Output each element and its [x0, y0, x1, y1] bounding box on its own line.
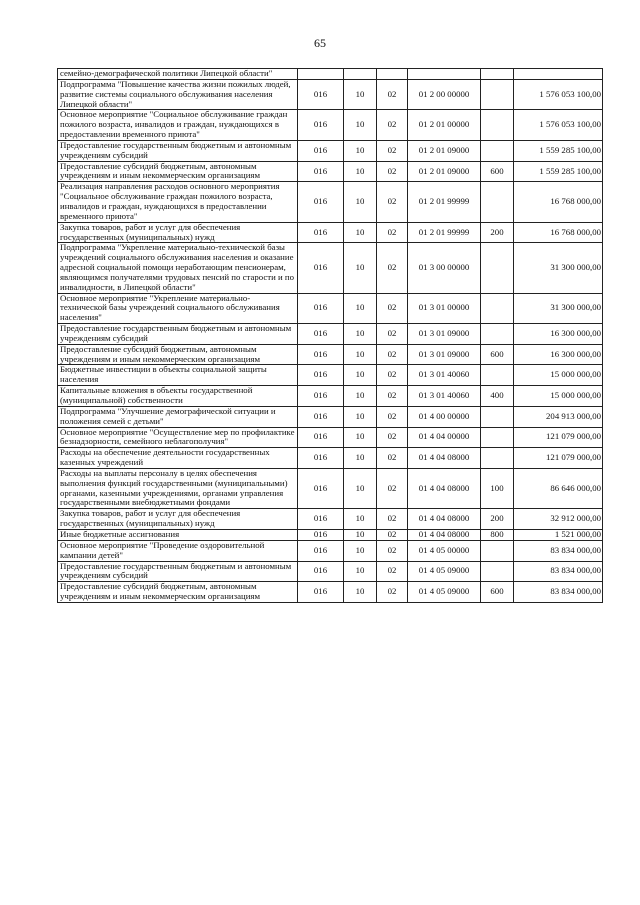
expense-type-cell: [481, 243, 514, 293]
section-code-cell: 10: [344, 243, 377, 293]
amount-cell: 31 300 000,00: [514, 243, 603, 293]
target-article-cell: 01 4 05 09000: [408, 561, 481, 582]
expense-name-cell: Основное мероприятие "Укрепление материально-технической базы учреждений социального обслуживания населения": [58, 293, 298, 324]
expense-name-cell: Иные бюджетные ассигнования: [58, 529, 298, 540]
target-article-cell: 01 2 01 09000: [408, 161, 481, 182]
table-row: [58, 344, 603, 365]
subsection-code-cell: 02: [377, 110, 408, 141]
amount-cell: 31 300 000,00: [514, 293, 603, 324]
expense-name-cell: Бюджетные инвестиции в объекты социальной защиты населения: [58, 365, 298, 386]
table-row: [58, 182, 603, 222]
section-code-cell: 10: [344, 448, 377, 469]
table-row: [58, 69, 603, 80]
amount-cell: 15 000 000,00: [514, 365, 603, 386]
table-row: [58, 509, 603, 530]
table-row: [58, 386, 603, 407]
table-row: [58, 468, 603, 508]
section-code-cell: 10: [344, 140, 377, 161]
subsection-code-cell: 02: [377, 293, 408, 324]
table-row: [58, 222, 603, 243]
admin-code-cell: 016: [298, 427, 344, 448]
section-code-cell: 10: [344, 365, 377, 386]
admin-code-cell: 016: [298, 79, 344, 110]
expense-name-cell: Предоставление государственным бюджетным и автономным учреждениям субсидий: [58, 561, 298, 582]
section-code-cell: 10: [344, 182, 377, 222]
section-code-cell: 10: [344, 406, 377, 427]
expense-name-cell: Предоставление субсидий бюджетным, автономным учреждениям и иным некоммерческим организациям: [58, 344, 298, 365]
target-article-cell: 01 2 01 00000: [408, 110, 481, 141]
table-row: [58, 406, 603, 427]
amount-cell: 1 521 000,00: [514, 529, 603, 540]
expense-type-cell: [481, 406, 514, 427]
admin-code-cell: 016: [298, 243, 344, 293]
admin-code-cell: 016: [298, 529, 344, 540]
admin-code-cell: 016: [298, 509, 344, 530]
target-article-cell: 01 3 00 00000: [408, 243, 481, 293]
section-code-cell: 10: [344, 468, 377, 508]
table-row: [58, 561, 603, 582]
target-article-cell: 01 2 01 99999: [408, 182, 481, 222]
subsection-code-cell: 02: [377, 140, 408, 161]
target-article-cell: 01 4 04 08000: [408, 509, 481, 530]
table-row: [58, 110, 603, 141]
amount-cell: 83 834 000,00: [514, 561, 603, 582]
admin-code-cell: 016: [298, 386, 344, 407]
subsection-code-cell: 02: [377, 406, 408, 427]
budget-table: [57, 68, 603, 603]
expense-type-cell: [481, 293, 514, 324]
target-article-cell: 01 2 01 99999: [408, 222, 481, 243]
amount-cell: 1 576 053 100,00: [514, 79, 603, 110]
page-number: 65: [314, 36, 326, 50]
amount-cell: 16 300 000,00: [514, 344, 603, 365]
section-code-cell: 10: [344, 110, 377, 141]
expense-type-cell: 800: [481, 529, 514, 540]
expense-name-cell: Предоставление государственным бюджетным и автономным учреждениям субсидий: [58, 324, 298, 345]
expense-type-cell: 600: [481, 161, 514, 182]
expense-type-cell: 200: [481, 509, 514, 530]
amount-cell: 32 912 000,00: [514, 509, 603, 530]
target-article-cell: 01 2 00 00000: [408, 79, 481, 110]
amount-cell: 1 559 285 100,00: [514, 140, 603, 161]
expense-name-cell: Предоставление государственным бюджетным и автономным учреждениям субсидий: [58, 140, 298, 161]
expense-name-cell: Подпрограмма "Укрепление материально-технической базы учреждений социального обслуживания населения и оказание адресной социальной помощи неработающим пенсионерам, являющимся получателями трудовых пенсий по старости и по инвалидности, в Липецкой области": [58, 243, 298, 293]
expense-name-cell: Основное мероприятие "Осуществление мер по профилактике безнадзорности, семейного неблагополучия": [58, 427, 298, 448]
expense-type-cell: [481, 448, 514, 469]
section-code-cell: 10: [344, 386, 377, 407]
expense-type-cell: [481, 427, 514, 448]
expense-name-cell: семейно-демографической политики Липецкой области": [58, 69, 298, 80]
admin-code-cell: 016: [298, 161, 344, 182]
expense-type-cell: [481, 79, 514, 110]
target-article-cell: [408, 69, 481, 80]
table-row: [58, 324, 603, 345]
expense-name-cell: Расходы на обеспечение деятельности государственных казенных учреждений: [58, 448, 298, 469]
subsection-code-cell: 02: [377, 386, 408, 407]
admin-code-cell: 016: [298, 344, 344, 365]
subsection-code-cell: 02: [377, 509, 408, 530]
table-row: [58, 365, 603, 386]
expense-name-cell: Основное мероприятие "Социальное обслуживание граждан пожилого возраста, инвалидов и граждан, нуждающихся в предоставлении временного приюта": [58, 110, 298, 141]
section-code-cell: 10: [344, 509, 377, 530]
section-code-cell: 10: [344, 582, 377, 603]
amount-cell: 83 834 000,00: [514, 582, 603, 603]
target-article-cell: 01 4 04 00000: [408, 427, 481, 448]
amount-cell: 16 768 000,00: [514, 182, 603, 222]
subsection-code-cell: 02: [377, 582, 408, 603]
section-code-cell: 10: [344, 161, 377, 182]
target-article-cell: 01 4 00 00000: [408, 406, 481, 427]
expense-type-cell: [481, 561, 514, 582]
admin-code-cell: 016: [298, 561, 344, 582]
subsection-code-cell: [377, 69, 408, 80]
subsection-code-cell: 02: [377, 243, 408, 293]
subsection-code-cell: 02: [377, 182, 408, 222]
admin-code-cell: 016: [298, 448, 344, 469]
target-article-cell: 01 3 01 09000: [408, 344, 481, 365]
admin-code-cell: 016: [298, 468, 344, 508]
section-code-cell: 10: [344, 344, 377, 365]
section-code-cell: 10: [344, 540, 377, 561]
subsection-code-cell: 02: [377, 222, 408, 243]
subsection-code-cell: 02: [377, 448, 408, 469]
table-row: [58, 448, 603, 469]
subsection-code-cell: 02: [377, 540, 408, 561]
amount-cell: 86 646 000,00: [514, 468, 603, 508]
admin-code-cell: 016: [298, 365, 344, 386]
subsection-code-cell: 02: [377, 529, 408, 540]
target-article-cell: 01 3 01 00000: [408, 293, 481, 324]
budget-table-body: [58, 69, 603, 603]
subsection-code-cell: 02: [377, 79, 408, 110]
expense-name-cell: Подпрограмма "Улучшение демографической ситуации и положения семей с детьми": [58, 406, 298, 427]
expense-name-cell: Расходы на выплаты персоналу в целях обеспечения выполнения функций государственными (муниципальными) органами, казенными учреждениями, органами управления государственными внебюджетными фондами: [58, 468, 298, 508]
expense-name-cell: Предоставление субсидий бюджетным, автономным учреждениям и иным некоммерческим организациям: [58, 161, 298, 182]
expense-type-cell: 600: [481, 344, 514, 365]
section-code-cell: 10: [344, 293, 377, 324]
table-row: [58, 540, 603, 561]
amount-cell: [514, 69, 603, 80]
table-row: [58, 293, 603, 324]
target-article-cell: 01 3 01 40060: [408, 386, 481, 407]
section-code-cell: [344, 69, 377, 80]
admin-code-cell: 016: [298, 110, 344, 141]
subsection-code-cell: 02: [377, 427, 408, 448]
subsection-code-cell: 02: [377, 468, 408, 508]
subsection-code-cell: 02: [377, 365, 408, 386]
section-code-cell: 10: [344, 529, 377, 540]
section-code-cell: 10: [344, 427, 377, 448]
expense-type-cell: [481, 365, 514, 386]
expense-type-cell: 600: [481, 582, 514, 603]
expense-type-cell: [481, 540, 514, 561]
admin-code-cell: 016: [298, 582, 344, 603]
subsection-code-cell: 02: [377, 324, 408, 345]
amount-cell: 1 576 053 100,00: [514, 110, 603, 141]
amount-cell: 83 834 000,00: [514, 540, 603, 561]
section-code-cell: 10: [344, 222, 377, 243]
admin-code-cell: 016: [298, 406, 344, 427]
target-article-cell: 01 4 05 00000: [408, 540, 481, 561]
section-code-cell: 10: [344, 561, 377, 582]
expense-name-cell: Подпрограмма "Повышение качества жизни пожилых людей, развитие системы социального обслуживания населения Липецкой области": [58, 79, 298, 110]
amount-cell: 121 079 000,00: [514, 427, 603, 448]
target-article-cell: 01 4 05 09000: [408, 582, 481, 603]
expense-type-cell: 200: [481, 222, 514, 243]
admin-code-cell: 016: [298, 293, 344, 324]
admin-code-cell: [298, 69, 344, 80]
expense-name-cell: Предоставление субсидий бюджетным, автономным учреждениям и иным некоммерческим организациям: [58, 582, 298, 603]
expense-name-cell: Закупка товаров, работ и услуг для обеспечения государственных (муниципальных) нужд: [58, 222, 298, 243]
expense-type-cell: [481, 140, 514, 161]
expense-type-cell: [481, 110, 514, 141]
expense-name-cell: Закупка товаров, работ и услуг для обеспечения государственных (муниципальных) нужд: [58, 509, 298, 530]
target-article-cell: 01 4 04 08000: [408, 448, 481, 469]
table-row: [58, 161, 603, 182]
amount-cell: 16 768 000,00: [514, 222, 603, 243]
amount-cell: 121 079 000,00: [514, 448, 603, 469]
expense-type-cell: [481, 324, 514, 345]
target-article-cell: 01 2 01 09000: [408, 140, 481, 161]
admin-code-cell: 016: [298, 182, 344, 222]
amount-cell: 204 913 000,00: [514, 406, 603, 427]
amount-cell: 15 000 000,00: [514, 386, 603, 407]
table-row: [58, 243, 603, 293]
admin-code-cell: 016: [298, 222, 344, 243]
amount-cell: 16 300 000,00: [514, 324, 603, 345]
subsection-code-cell: 02: [377, 561, 408, 582]
target-article-cell: 01 3 01 09000: [408, 324, 481, 345]
section-code-cell: 10: [344, 79, 377, 110]
table-row: [58, 582, 603, 603]
expense-type-cell: [481, 69, 514, 80]
table-row: [58, 79, 603, 110]
admin-code-cell: 016: [298, 324, 344, 345]
expense-type-cell: [481, 182, 514, 222]
admin-code-cell: 016: [298, 540, 344, 561]
expense-type-cell: 400: [481, 386, 514, 407]
target-article-cell: 01 4 04 08000: [408, 468, 481, 508]
target-article-cell: 01 3 01 40060: [408, 365, 481, 386]
table-row: [58, 140, 603, 161]
expense-name-cell: Капитальные вложения в объекты государственной (муниципальной) собственности: [58, 386, 298, 407]
expense-type-cell: 100: [481, 468, 514, 508]
amount-cell: 1 559 285 100,00: [514, 161, 603, 182]
expense-name-cell: Основное мероприятие "Проведение оздоровительной кампании детей": [58, 540, 298, 561]
section-code-cell: 10: [344, 324, 377, 345]
subsection-code-cell: 02: [377, 161, 408, 182]
table-row: [58, 529, 603, 540]
admin-code-cell: 016: [298, 140, 344, 161]
target-article-cell: 01 4 04 08000: [408, 529, 481, 540]
table-row: [58, 427, 603, 448]
expense-name-cell: Реализация направления расходов основного мероприятия "Социальное обслуживание граждан пожилого возраста, инвалидов и граждан, нуждающихся в предоставлении временного приюта": [58, 182, 298, 222]
subsection-code-cell: 02: [377, 344, 408, 365]
